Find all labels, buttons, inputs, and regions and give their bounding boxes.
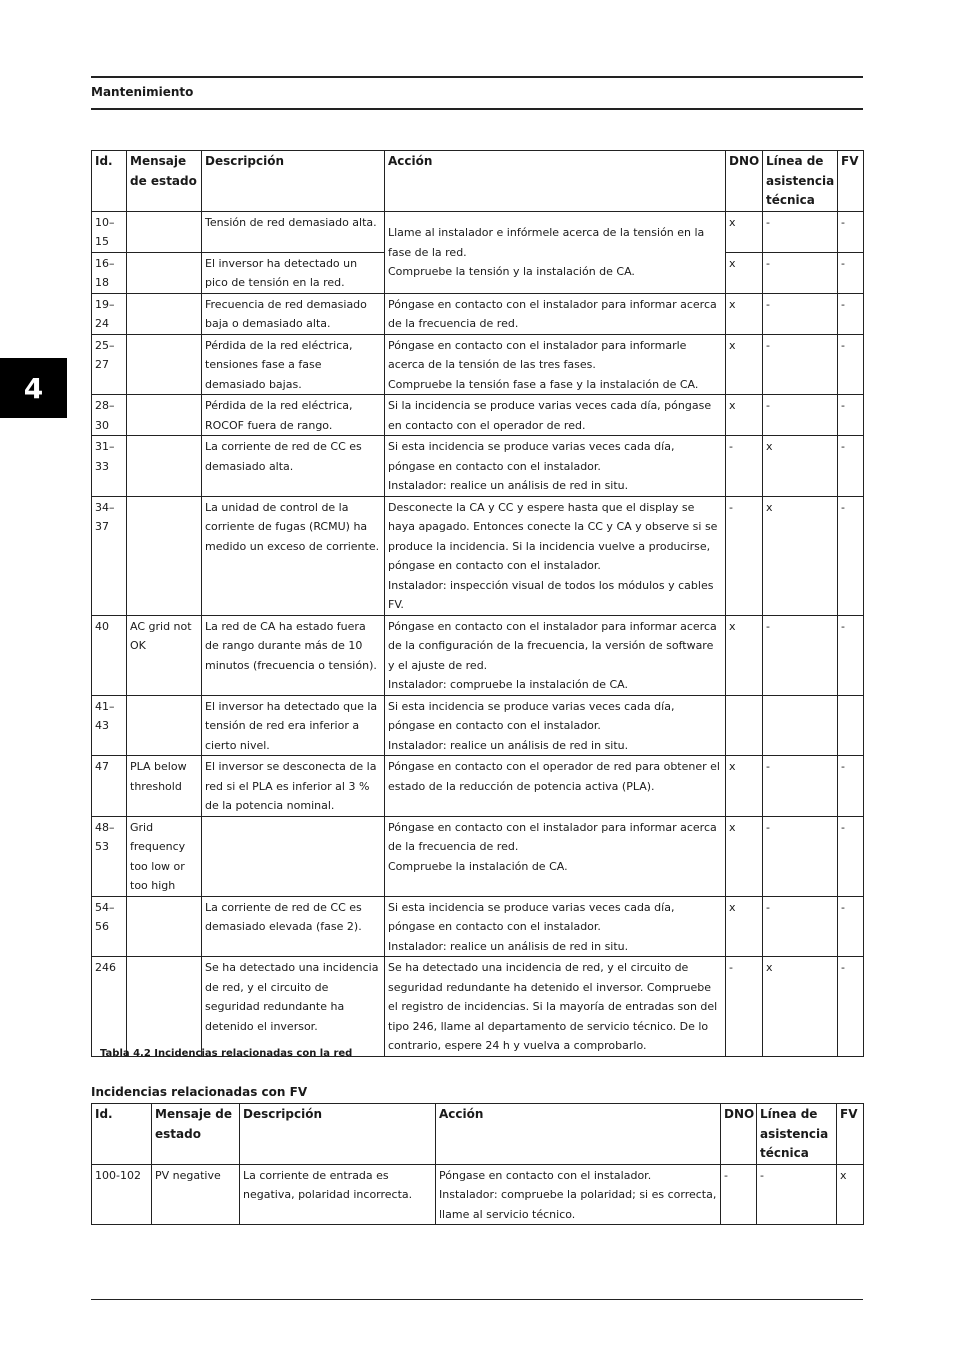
cell-description [202, 896, 385, 957]
grid-incidents-body [92, 211, 864, 1056]
cell-status-message [127, 293, 202, 334]
cell-text-line: 48–53 [95, 820, 115, 853]
cell-action [385, 756, 726, 817]
cell-status-message [127, 957, 202, 1057]
pv-incidents-body [92, 1164, 864, 1225]
cell-text-line: Grid frequency too low or too high [130, 820, 186, 892]
cell-action [385, 695, 726, 756]
cell-text-line: PLA below threshold [130, 760, 187, 793]
cell-status-message [127, 615, 202, 695]
cell-text-line: La unidad de control de la corriente de fugas (RCMU) ha medido un exceso de corriente. [205, 500, 380, 553]
cell-dno [726, 816, 763, 896]
cell-description [202, 816, 385, 896]
cell-text-line: Póngase en contacto con el instalador para informarle acerca de la tensión de las tres fases. [388, 338, 687, 371]
cell-text-line: 10–15 [95, 215, 115, 248]
cell-action [385, 211, 726, 293]
col-header-status-message: Mensaje de estado [127, 151, 202, 212]
cell-fv [838, 436, 864, 497]
cell-text-line: - [841, 760, 845, 773]
cell-dno [726, 957, 763, 1057]
cell-text-line: x [766, 961, 773, 974]
pv-incidents-table [91, 1103, 864, 1225]
cell-action [385, 334, 726, 395]
cell-text-line: - [841, 338, 845, 352]
cell-support-line [763, 896, 838, 957]
cell-description [202, 615, 385, 695]
cell-id [92, 1164, 152, 1225]
table-row [92, 211, 864, 252]
cell-description [202, 756, 385, 817]
cell-text-line: - [729, 500, 733, 514]
cell-text-line: - [766, 215, 770, 229]
cell-action [385, 957, 726, 1057]
col-header-id: Id. [92, 151, 127, 212]
cell-text-line: - [724, 1168, 728, 1182]
cell-id [92, 615, 127, 695]
cell-text-line: Pérdida de la red eléctrica, ROCOF fuera de rango. [205, 399, 353, 432]
cell-support-line [763, 496, 838, 615]
cell-support-line [757, 1164, 837, 1225]
cell-description [240, 1164, 436, 1225]
cell-text-line: Desconecte la CA y CC y espere hasta que el display se haya apagado. Entonces conecte la CC y CA y observe si se produce la incidencia. Si la incidencia vuelve a producirse, póngase en contacto con el instalador. [388, 500, 718, 572]
cell-text-line: - [841, 619, 845, 633]
cell-action [385, 615, 726, 695]
cell-support-line [763, 615, 838, 695]
cell-fv [838, 293, 864, 334]
cell-fv [838, 211, 864, 252]
cell-description [202, 695, 385, 756]
col-header-dno: DNO [721, 1104, 757, 1165]
cell-text-line: x [729, 338, 736, 352]
cell-dno [726, 695, 763, 756]
cell-text-line: Tensión de red demasiado alta. [205, 215, 377, 229]
cell-text-line: x [729, 399, 736, 412]
cell-text-line: Compruebe la tensión y la instalación de CA. [388, 265, 635, 279]
cell-text-line: x [729, 215, 736, 229]
table-row [92, 334, 864, 395]
cell-text-line: La corriente de entrada es negativa, polaridad incorrecta. [243, 1168, 413, 1201]
cell-text-line: Si esta incidencia se produce varias veces cada día, póngase en contacto con el instalador. [388, 900, 675, 933]
cell-status-message [127, 896, 202, 957]
table-row [92, 816, 864, 896]
cell-status-message [127, 252, 202, 293]
footer-rule [91, 1299, 863, 1300]
cell-text-line: La corriente de red de CC es demasiado elevada (fase 2). [205, 900, 362, 933]
cell-action [385, 896, 726, 957]
col-header-description: Descripción [240, 1104, 436, 1165]
cell-text-line: Instalador: compruebe la polaridad; si es correcta, llame al servicio técnico. [439, 1188, 717, 1221]
cell-fv [838, 896, 864, 957]
cell-text-line: x [766, 500, 773, 514]
cell-text-line: 40 [95, 619, 109, 633]
cell-text-line: Si esta incidencia se produce varias veces cada día, póngase en contacto con el instalador. [388, 440, 675, 473]
table-row [92, 896, 864, 957]
cell-fv [838, 615, 864, 695]
cell-action [385, 436, 726, 497]
cell-text-line: - [841, 256, 845, 270]
cell-id [92, 293, 127, 334]
cell-text-line: Instalador: realice un análisis de red in situ. [388, 939, 629, 953]
cell-text-line: 19–24 [95, 297, 115, 330]
col-header-action: Acción [436, 1104, 721, 1165]
cell-id [92, 252, 127, 293]
cell-text-line: - [841, 961, 845, 974]
cell-fv [837, 1164, 864, 1225]
cell-text-line: x [729, 820, 736, 834]
cell-fv [838, 395, 864, 436]
cell-description [202, 436, 385, 497]
cell-action [385, 293, 726, 334]
cell-description [202, 496, 385, 615]
col-header-description: Descripción [202, 151, 385, 212]
cell-text-line: Si esta incidencia se produce varias veces cada día, póngase en contacto con el instalador. [388, 699, 675, 732]
cell-text-line: Póngase en contacto con el operador de red para obtener el estado de la reducción de potencia activa (PLA). [388, 760, 720, 793]
cell-dno [726, 252, 763, 293]
cell-dno [726, 496, 763, 615]
cell-text-line: - [841, 399, 845, 412]
cell-text-line: - [760, 1168, 764, 1182]
cell-fv [838, 957, 864, 1057]
table-caption: Tabla 4.2 Incidencias relacionadas con la red [100, 1048, 353, 1059]
cell-text-line: - [766, 338, 770, 352]
cell-text-line: - [841, 500, 845, 514]
cell-text-line: - [841, 820, 845, 834]
cell-text-line: La red de CA ha estado fuera de rango durante más de 10 minutos (frecuencia o tensión). [205, 619, 377, 672]
cell-dno [726, 334, 763, 395]
cell-action [385, 496, 726, 615]
cell-support-line [763, 252, 838, 293]
col-header-support-line: Línea de asistencia técnica [757, 1104, 837, 1165]
cell-text-line: Instalador: compruebe la instalación de CA. [388, 678, 628, 691]
cell-text-line: - [729, 961, 733, 974]
cell-action [436, 1164, 721, 1225]
cell-fv [838, 252, 864, 293]
cell-text-line: Llame al instalador e infórmele acerca de la tensión en la fase de la red. [388, 226, 705, 259]
cell-text-line: x [729, 619, 736, 633]
section-title: Incidencias relacionadas con FV [91, 1085, 308, 1099]
cell-status-message [127, 211, 202, 252]
cell-text-line: - [766, 297, 770, 311]
cell-text-line: 41–43 [95, 699, 115, 732]
cell-description [202, 957, 385, 1057]
cell-text-line: PV negative [155, 1168, 221, 1182]
cell-text-line: Instalador: inspección visual de todos los módulos y cables FV. [388, 578, 714, 611]
cell-dno [721, 1164, 757, 1225]
cell-text-line: El inversor ha detectado que la tensión de red era inferior a cierto nivel. [205, 699, 378, 752]
cell-support-line [763, 395, 838, 436]
cell-id [92, 496, 127, 615]
cell-text-line: Póngase en contacto con el instalador para informar acerca de la configuración de la frecuencia, la versión de software y el ajuste de red. [388, 619, 717, 672]
cell-text-line: Instalador: realice un análisis de red in situ. [388, 738, 629, 752]
cell-text-line: 246 [95, 961, 116, 974]
cell-text-line: Compruebe la tensión fase a fase y la instalación de CA. [388, 377, 699, 391]
cell-fv [838, 496, 864, 615]
cell-status-message [127, 816, 202, 896]
cell-dno [726, 395, 763, 436]
cell-text-line: 100-102 [95, 1168, 141, 1182]
cell-text-line: - [766, 399, 770, 412]
cell-text-line: 25–27 [95, 338, 115, 371]
cell-text-line: El inversor se desconecta de la red si el PLA es inferior al 3 % de la potencia nominal. [205, 760, 377, 812]
cell-text-line: Se ha detectado una incidencia de red, y el circuito de seguridad redundante ha detenido el inversor. [205, 961, 379, 1033]
cell-text-line: Si la incidencia se produce varias veces cada día, póngase en contacto con el operador de red. [388, 399, 712, 432]
table-row [92, 436, 864, 497]
header-rule-top [91, 76, 863, 78]
cell-text-line: - [841, 215, 845, 229]
cell-support-line [763, 211, 838, 252]
cell-text-line: 47 [95, 760, 109, 773]
cell-support-line [763, 334, 838, 395]
cell-status-message [152, 1164, 240, 1225]
cell-text-line: x [729, 900, 736, 914]
cell-description [202, 395, 385, 436]
table-row [92, 395, 864, 436]
cell-fv [838, 334, 864, 395]
cell-text-line: Compruebe la instalación de CA. [388, 859, 568, 873]
table-row [92, 695, 864, 756]
cell-text-line: - [729, 440, 733, 453]
cell-text-line: - [766, 619, 770, 633]
cell-id [92, 436, 127, 497]
cell-support-line [763, 957, 838, 1057]
cell-id [92, 816, 127, 896]
col-header-action: Acción [385, 151, 726, 212]
cell-dno [726, 756, 763, 817]
table-row [92, 1164, 864, 1225]
cell-text-line: x [729, 256, 736, 270]
col-header-support-line: Línea de asistencia técnica [763, 151, 838, 212]
cell-id [92, 957, 127, 1057]
cell-text-line: x [729, 297, 736, 311]
cell-text-line: Póngase en contacto con el instalador para informar acerca de la frecuencia de red. [388, 820, 717, 853]
cell-id [92, 395, 127, 436]
col-header-dno: DNO [726, 151, 763, 212]
cell-text-line: - [766, 760, 770, 773]
cell-status-message [127, 496, 202, 615]
cell-status-message [127, 334, 202, 395]
cell-id [92, 211, 127, 252]
cell-dno [726, 615, 763, 695]
cell-text-line: Póngase en contacto con el instalador para informar acerca de la frecuencia de red. [388, 297, 717, 330]
cell-text-line: Frecuencia de red demasiado baja o demasiado alta. [205, 297, 367, 330]
cell-text-line: - [766, 820, 770, 834]
cell-text-line: Póngase en contacto con el instalador. [439, 1168, 652, 1182]
cell-status-message [127, 395, 202, 436]
cell-status-message [127, 436, 202, 497]
cell-support-line [763, 695, 838, 756]
table-row [92, 293, 864, 334]
col-header-id: Id. [92, 1104, 152, 1165]
cell-description [202, 252, 385, 293]
cell-support-line [763, 436, 838, 497]
cell-fv [838, 695, 864, 756]
cell-text-line: 34–37 [95, 500, 115, 533]
cell-text-line: 16–18 [95, 256, 115, 289]
col-header-fv: FV [838, 151, 864, 212]
cell-action [385, 816, 726, 896]
cell-description [202, 334, 385, 395]
cell-text-line: x [840, 1168, 847, 1182]
cell-text-line: AC grid not OK [130, 619, 192, 652]
cell-text-line: El inversor ha detectado un pico de tensión en la red. [205, 256, 358, 289]
running-header-title: Mantenimiento [91, 85, 194, 99]
table-row [92, 756, 864, 817]
cell-dno [726, 293, 763, 334]
cell-description [202, 293, 385, 334]
cell-text-line: x [766, 440, 773, 453]
col-header-status-message: Mensaje de estado [152, 1104, 240, 1165]
cell-fv [838, 756, 864, 817]
cell-support-line [763, 293, 838, 334]
cell-text-line: Instalador: realice un análisis de red in situ. [388, 479, 629, 492]
cell-text-line: - [766, 256, 770, 270]
cell-text-line: Pérdida de la red eléctrica, tensiones fase a fase demasiado bajas. [205, 338, 353, 391]
cell-status-message [127, 756, 202, 817]
table-row [92, 615, 864, 695]
cell-text-line: 28–30 [95, 399, 115, 432]
cell-text-line: x [729, 760, 736, 773]
cell-text-line: 31–33 [95, 440, 115, 473]
cell-fv [838, 816, 864, 896]
table-row [92, 496, 864, 615]
cell-dno [726, 436, 763, 497]
table-row [92, 957, 864, 1057]
grid-incidents-table [91, 150, 864, 1057]
chapter-tab: 4 [0, 358, 67, 418]
cell-id [92, 334, 127, 395]
col-header-fv: FV [837, 1104, 864, 1165]
cell-text-line: - [841, 297, 845, 311]
cell-text-line: Se ha detectado una incidencia de red, y el circuito de seguridad redundante ha detenido el inversor. Compruebe el registro de incidencias. Si la mayoría de entradas son del tipo 246, llame al departamento de servicio técnico. De lo contrario, espere 24 h y vuelva a comprobarlo. [388, 961, 718, 1052]
cell-id [92, 896, 127, 957]
cell-dno [726, 896, 763, 957]
cell-action [385, 395, 726, 436]
cell-text-line: - [766, 900, 770, 914]
header-rule-bottom [91, 108, 863, 110]
cell-description [202, 211, 385, 252]
cell-text-line: La corriente de red de CC es demasiado alta. [205, 440, 362, 473]
cell-support-line [763, 816, 838, 896]
cell-status-message [127, 695, 202, 756]
cell-dno [726, 211, 763, 252]
cell-id [92, 695, 127, 756]
cell-support-line [763, 756, 838, 817]
table-header-row [92, 1104, 864, 1165]
table-header-row [92, 151, 864, 212]
cell-text-line: - [841, 900, 845, 914]
cell-text-line: 54–56 [95, 900, 115, 933]
cell-id [92, 756, 127, 817]
cell-text-line: - [841, 440, 845, 453]
